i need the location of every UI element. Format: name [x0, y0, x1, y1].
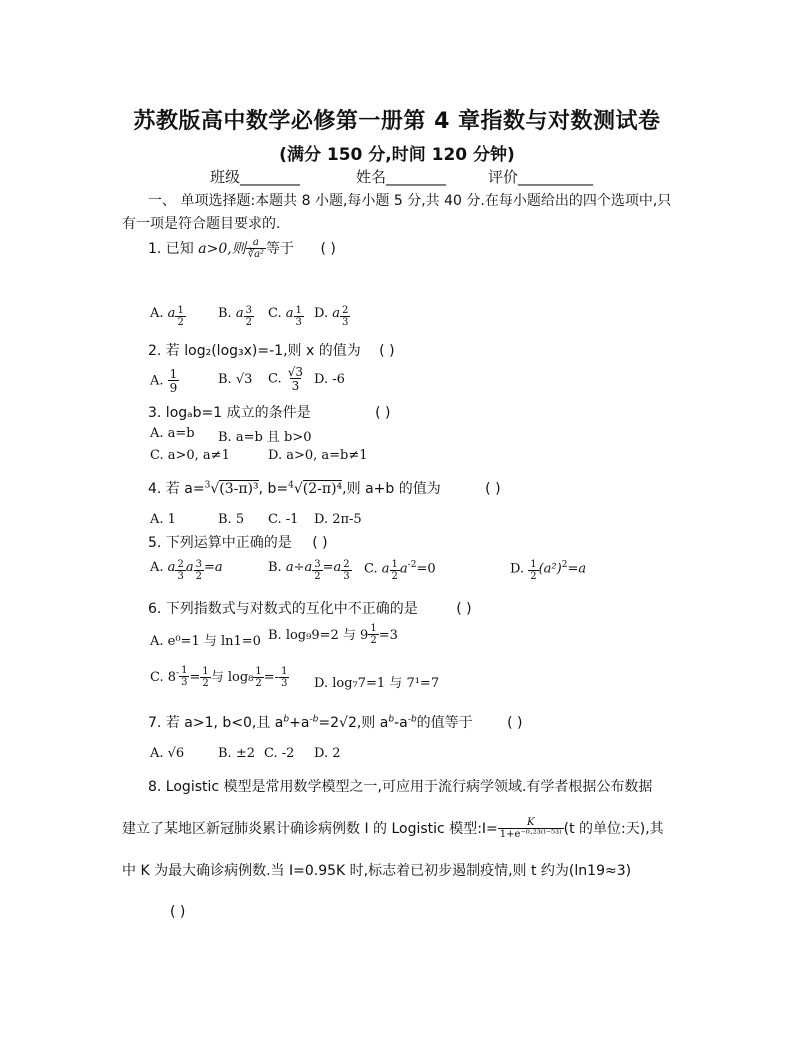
q6-option-c: C. 8- $\frac{1}{3}$ = $\frac{1}{2}$ 与 log₈ $\frac{1}{2}$ =- $\frac{1}{3}$	[150, 665, 288, 689]
q1-option-d: D. a $\frac{2}{3}$	[314, 305, 349, 328]
q4-option-b: B. 5	[218, 512, 245, 527]
q1-option-c: C. a $\frac{1}{3}$	[268, 305, 302, 328]
q7-option-b: B. ±2	[218, 746, 255, 761]
q3-option-b: B. a=b 且 b>0	[218, 430, 312, 445]
q1-option-b: B. a $\frac{3}{2}$	[218, 305, 252, 328]
q5-option-a: A. a $\frac{2}{3}$ a $\frac{3}{2}$ =a	[150, 559, 223, 582]
q5-option-c: C. a $\frac{1}{2}$ $a^{-2}=0$	[364, 559, 436, 582]
question-3: 3. logₐb=1 成立的条件是 ( )	[148, 405, 391, 421]
question-7: 7. 若 a>1, b<0,且 $a^b+a^{-b}=2√2$,则 $a^b-a^{-b}$的值等于 ( )	[148, 714, 523, 731]
question-8-line1: 8. Logistic 模型是常用数学模型之一,可应用于流行病学领域.有学者根据公布数据	[148, 779, 653, 795]
q7-option-d: D. 2	[314, 746, 341, 761]
q3-option-d: D. a>0, a=b≠1	[268, 448, 368, 463]
q3-option-c: C. a>0, a≠1	[150, 448, 230, 463]
q2-option-c: C. $\frac{√3}{3}$	[268, 365, 304, 393]
q3-answer-paren: ( )	[375, 405, 391, 421]
q2-option-d: D. -6	[314, 372, 345, 387]
question-8-line3: 中 K 为最大确诊病例数.当 I=0.95K 时,标志着已初步遏制疫情,则 t 约为(ln19≈3)	[122, 863, 632, 879]
q1-answer-paren: ( )	[320, 241, 336, 257]
question-5: 5. 下列运算中正确的是 ( )	[148, 535, 328, 551]
question-1	[148, 238, 336, 260]
q6-option-d: D. log₇7=1 与 7¹=7	[314, 676, 440, 691]
q8-answer-paren: ( )	[170, 904, 186, 920]
q2-option-b: B. √3	[218, 372, 253, 387]
section-heading-line1: 一、 单项选择题:本题共 8 小题,每小题 5 分,共 40 分.在每小题给出的四个选项中,只	[148, 193, 672, 209]
q1-prefix: 1. 已知	[148, 241, 199, 257]
q1-option-a: A. a $\frac{1}{2}$	[150, 305, 184, 328]
q2-answer-paren: ( )	[379, 343, 395, 359]
q2-option-a: A. $\frac{1}{9}$	[150, 367, 178, 395]
question-8-line2: 建立了某地区新冠肺炎累计确诊病例数 I 的 Logistic 模型:I= $\frac{K}{\text{1+e⁻⁰·²³⁽ᵗ⁻⁵³⁾}}$ (t 的单位:天),其	[122, 817, 664, 840]
name-field-label: 姓名________	[356, 168, 447, 186]
score-field-label: 评价__________	[488, 168, 594, 186]
q4-option-d: D. 2π-5	[314, 512, 362, 527]
q4-answer-paren: ( )	[485, 481, 501, 497]
q1-fraction: $\frac{a}{\text{∛a²}}$	[247, 237, 265, 260]
section-heading-line2: 有一项是符合题目要求的.	[122, 216, 281, 232]
q5-option-d: D. $\frac{1}{2}$ $(a^2)^2=a$	[510, 559, 587, 582]
q4-option-c: C. -1	[268, 512, 299, 527]
q4-option-a: A. 1	[150, 512, 176, 527]
q1-cond: a>0,则	[198, 241, 246, 257]
q1-suffix: 等于	[266, 241, 295, 257]
q6-option-a: A. e⁰=1 与 ln1=0	[150, 634, 261, 649]
q7-option-a: A. √6	[150, 746, 185, 761]
q3-option-a: A. a=b	[150, 426, 195, 441]
q5-answer-paren: ( )	[312, 535, 328, 551]
q7-option-c: C. -2	[264, 746, 295, 761]
q5-option-b: B. a÷a $\frac{3}{2}$ =a $\frac{2}{3}$	[268, 559, 350, 582]
question-6: 6. 下列指数式与对数式的互化中不正确的是 ( )	[148, 601, 472, 617]
page-title: 苏教版高中数学必修第一册第 4 章指数与对数测试卷	[133, 109, 661, 134]
class-field-label: 班级________	[210, 168, 301, 186]
question-4: 4. 若 a=$^3$√(3-π)³, b=$^4$√(2-π)⁴,则 a+b 的值为 ( )	[148, 480, 501, 497]
q6-option-b: B. log₉9=2 与 9 $\frac{1}{2}$ =3	[268, 623, 398, 646]
question-2: 2. 若 log₂(log₃x)=-1,则 x 的值为 ( )	[148, 343, 395, 359]
q6-answer-paren: ( )	[456, 601, 472, 617]
page-subtitle: (满分 150 分,时间 120 分钟)	[279, 145, 515, 165]
q7-answer-paren: ( )	[507, 715, 523, 731]
